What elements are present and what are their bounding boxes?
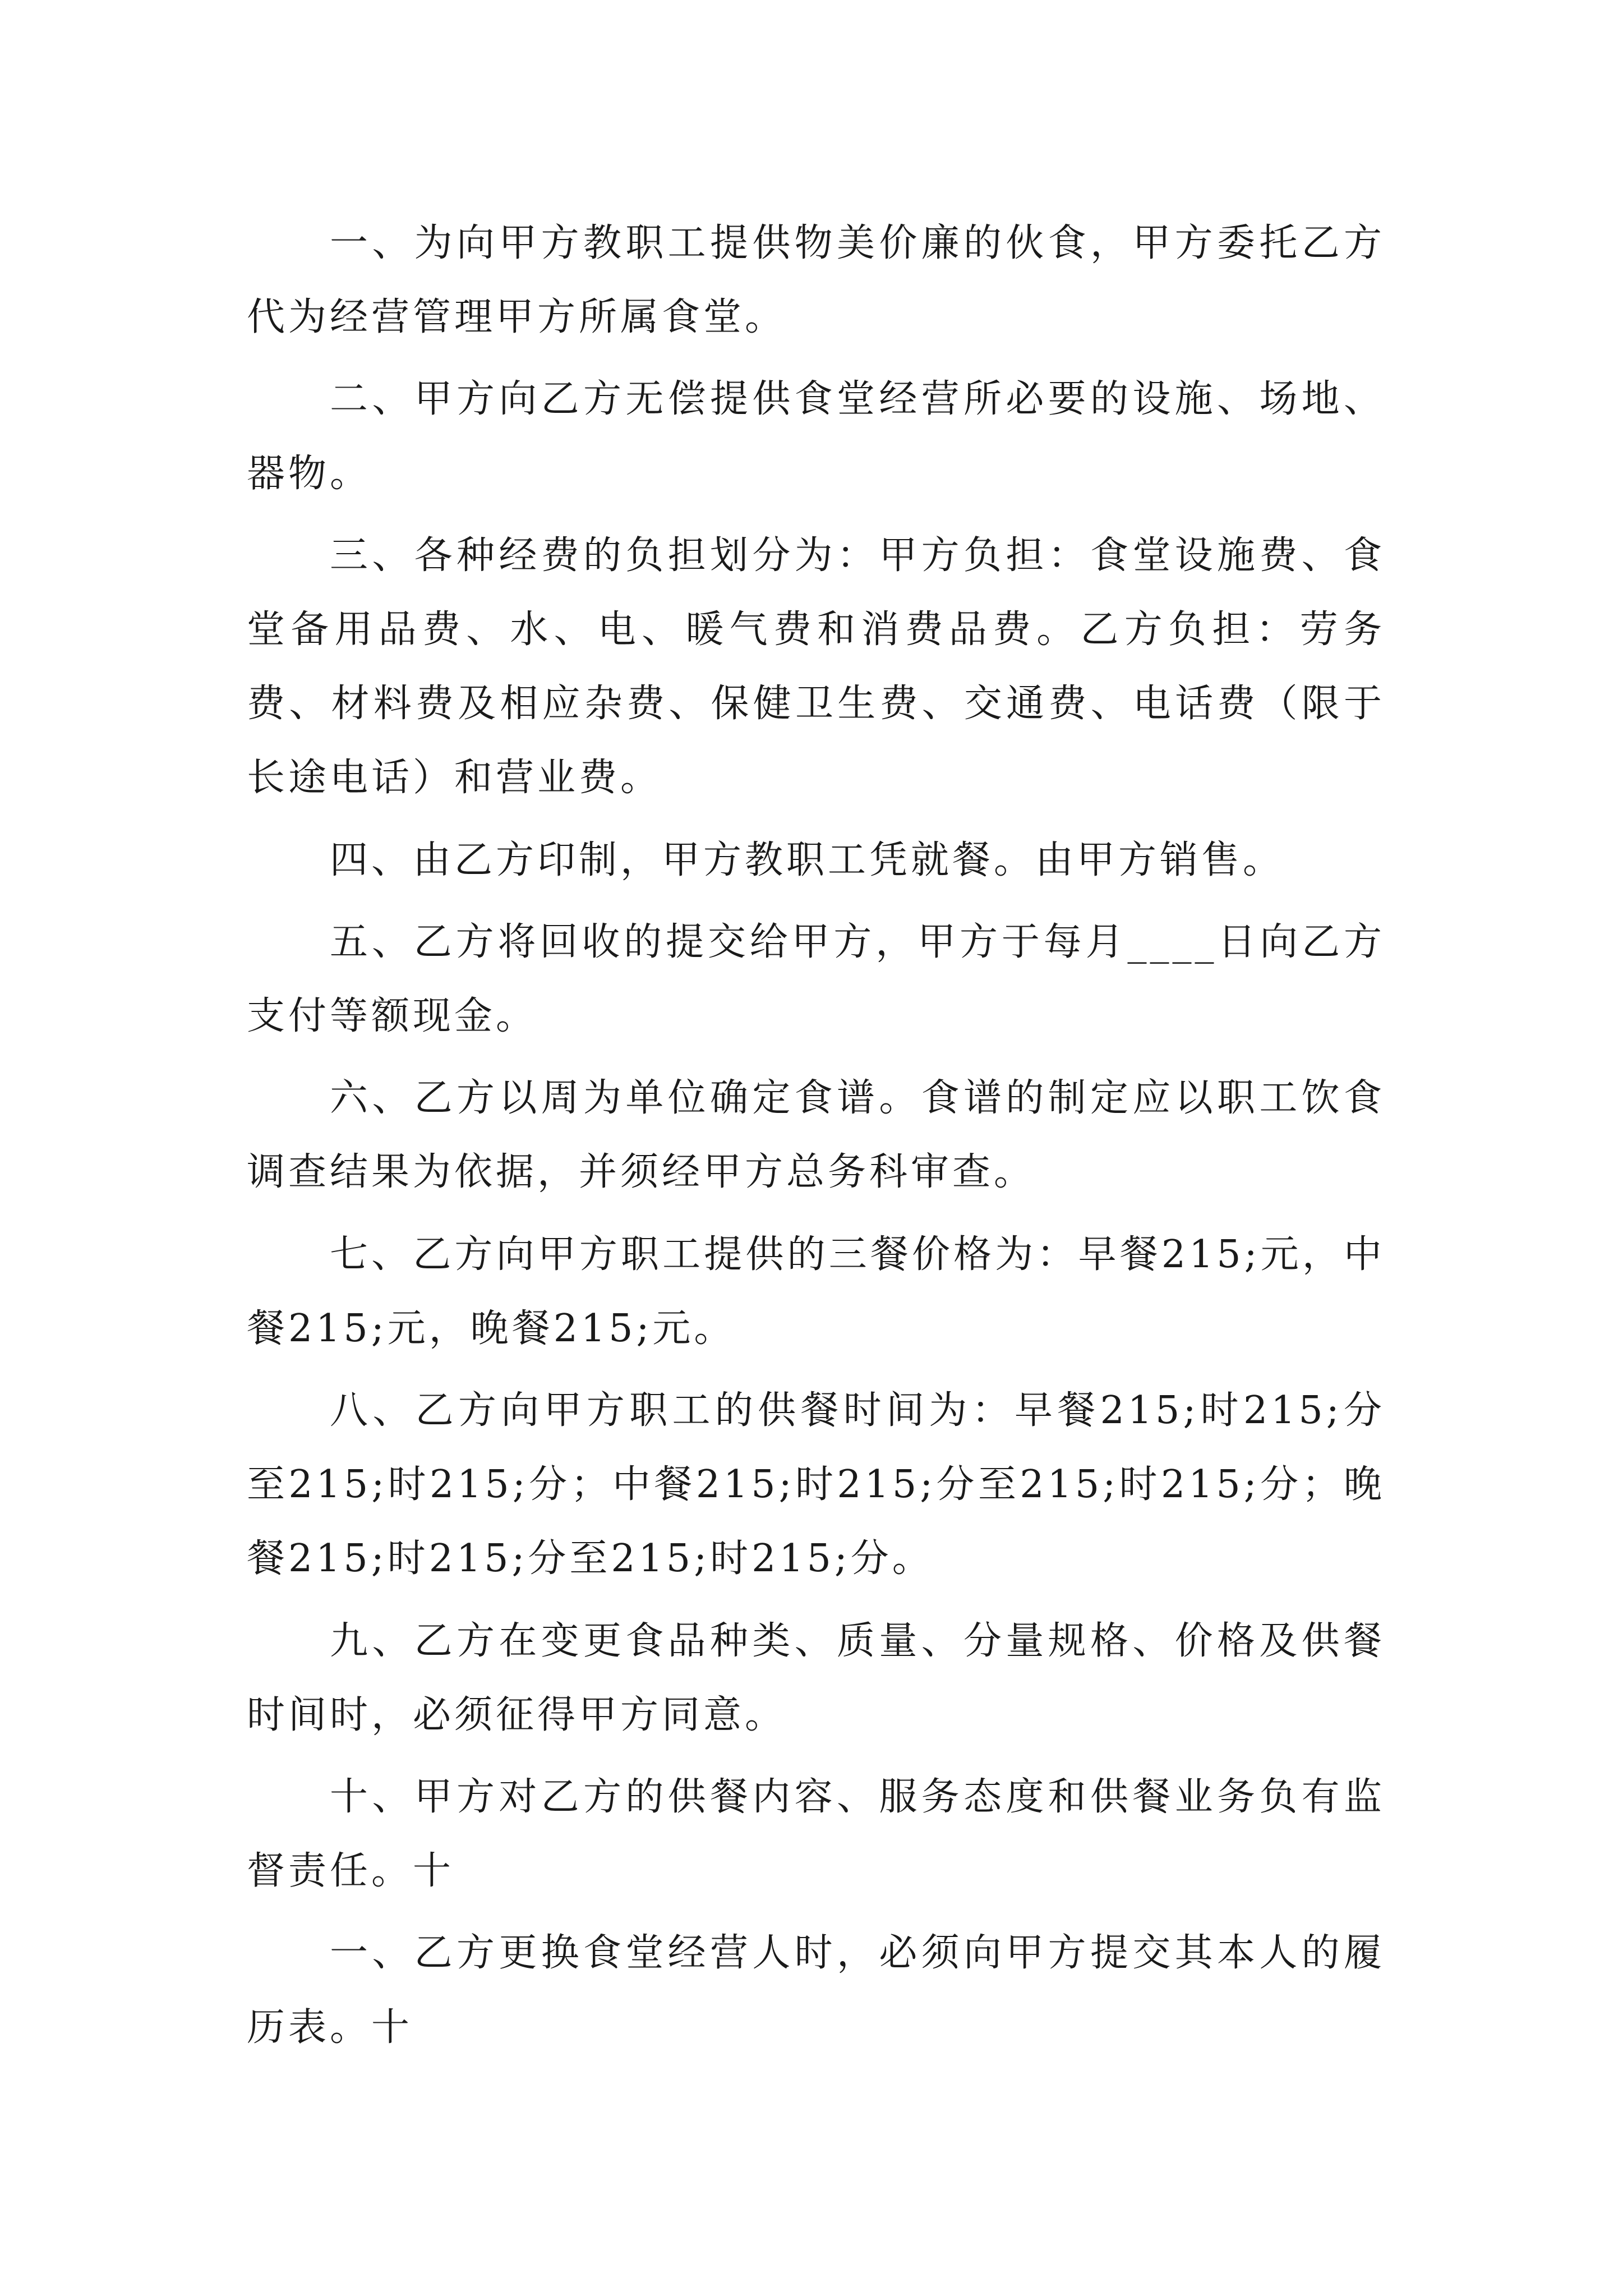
clause-3: 三、各种经费的负担划分为：甲方负担：食堂设施费、食堂备用品费、水、电、暖气费和消费品费。乙方负担：劳务费、材料费及相应杂费、保健卫生费、交通费、电话费（限于长途电话）和营业费。: [247, 533, 1385, 800]
clause-11: 一、乙方更换食堂经营人时，必须向甲方提交其本人的履历表。十: [247, 1931, 1385, 2050]
clause-5: 五、乙方将回收的提交给甲方，甲方于每月____日向乙方支付等额现金。: [247, 919, 1385, 1039]
clause-6: 六、乙方以周为单位确定食谱。食谱的制定应以职工饮食调查结果为依据，并须经甲方总务科审查。: [247, 1076, 1385, 1195]
clause-8: 八、乙方向甲方职工的供餐时间为：早餐215;时215;分至215;时215;分；中餐215;时215;分至215;时215;分；晚餐215;时215;分至215;时215;分。: [247, 1388, 1385, 1581]
contract-body: [247, 206, 1385, 2073]
clause-4: 四、由乙方印制，甲方教职工凭就餐。由甲方销售。: [330, 838, 1285, 882]
clause-10: 十、甲方对乙方的供餐内容、服务态度和供餐业务负有监督责任。十: [247, 1775, 1385, 1894]
clause-1: 一、为向甲方教职工提供物美价廉的伙食，甲方委托乙方代为经营管理甲方所属食堂。: [247, 221, 1385, 340]
clause-2: 二、甲方向乙方无偿提供食堂经营所必要的设施、场地、器物。: [247, 377, 1385, 496]
clause-9: 九、乙方在变更食品种类、质量、分量规格、价格及供餐时间时，必须征得甲方同意。: [247, 1618, 1385, 1737]
clause-7: 七、乙方向甲方职工提供的三餐价格为：早餐215;元，中餐215;元，晚餐215;元。: [247, 1232, 1385, 1351]
